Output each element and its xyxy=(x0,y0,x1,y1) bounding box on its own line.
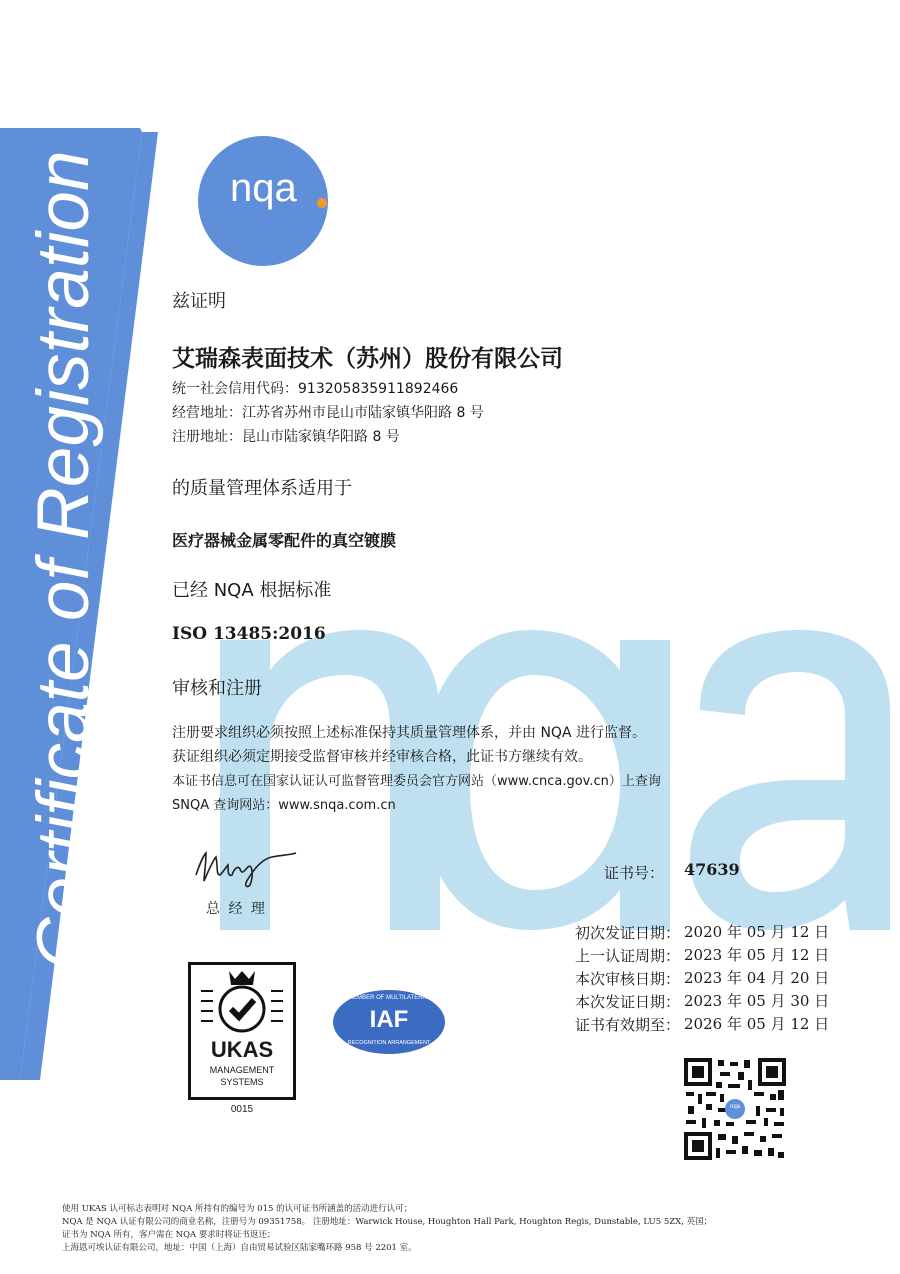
note-1: 注册要求组织必须按照上述标准保持其质量管理体系，并由 NQA 进行监督。 xyxy=(172,725,646,741)
ukas-name: UKAS xyxy=(210,1037,274,1062)
registered-address: 注册地址：昆山市陆家镇华阳路 8 号 xyxy=(172,429,400,445)
ukas-mark xyxy=(188,962,296,1100)
business-address: 经营地址：江苏省苏州市昆山市陆家镇华阳路 8 号 xyxy=(172,405,484,421)
note-2: 获证组织必须定期接受监督审核并经审核合格，此证书方继续有效。 xyxy=(172,749,592,765)
company-name: 艾瑞森表面技术（苏州）股份有限公司 xyxy=(172,346,563,372)
nqa-logo-text: nqa xyxy=(230,166,297,210)
date-value-audit: 2023 年 04 月 20 日 xyxy=(684,969,830,987)
date-label-initial: 初次发证日期： xyxy=(574,924,680,942)
date-value-prev-cycle: 2023 年 05 月 12 日 xyxy=(684,946,830,964)
ukas-crown-check-icon xyxy=(191,967,293,1037)
date-label-expiry: 证书有效期至： xyxy=(574,1016,680,1034)
date-label-prev-cycle: 上一认证周期： xyxy=(574,947,680,965)
certificate-label: 证书号： xyxy=(604,864,665,882)
standard-intro: 已经 NQA 根据标准 xyxy=(172,580,332,601)
scope: 医疗器械金属零配件的真空镀膜 xyxy=(172,531,397,550)
certificate-number: 47639 xyxy=(684,860,740,879)
date-label-issue: 本次发证日期： xyxy=(574,993,680,1011)
note-3: 本证书信息可在国家认证认可监督管理委员会官方网站（www.cnca.gov.cn）上查询 xyxy=(172,774,661,789)
footer-line-1: 使用 UKAS 认可标志表明对 NQA 所持有的编号为 015 的认可证书所涵盖的活动进行认可； xyxy=(62,1204,413,1214)
qr-badge: nqa xyxy=(729,1104,740,1110)
date-value-initial: 2020 年 05 月 12 日 xyxy=(684,923,830,941)
audit-text: 审核和注册 xyxy=(172,678,262,699)
date-value-expiry: 2026 年 05 月 12 日 xyxy=(684,1015,830,1033)
signature-image xyxy=(192,845,302,895)
iaf-ring-top: MEMBER OF MULTILATERAL xyxy=(348,995,430,1001)
date-label-audit: 本次审核日期： xyxy=(574,970,680,988)
nqa-logo-dot xyxy=(317,198,327,208)
ukas-line2: SYSTEMS xyxy=(220,1077,264,1087)
date-value-issue: 2023 年 05 月 30 日 xyxy=(684,992,830,1010)
footer-line-2: NQA 是 NQA 认证有限公司的商业名称，注册号为 09351758。 注册地址：Warwick House, Houghton Hall Park, Houghton Regis, Dunstable, LU5 5ZX, 英国； xyxy=(62,1217,713,1227)
intro-text: 兹证明 xyxy=(172,291,226,312)
scope-intro: 的质量管理体系适用于 xyxy=(172,478,352,499)
ukas-line1: MANAGEMENT xyxy=(209,1065,275,1075)
note-4: SNQA 查询网站：www.snqa.com.cn xyxy=(172,798,396,813)
footer-line-3: 证书为 NQA 所有，客户需在 NQA 要求时将证书返还； xyxy=(62,1230,276,1240)
footer-line-4: 上海恩可埃认证有限公司，地址：中国（上海）自由贸易试验区陆家嘴环路 958 号 2201 室。 xyxy=(62,1243,417,1253)
side-title: Certificate of Registration xyxy=(23,150,104,970)
credit-code: 统一社会信用代码：913205835911892466 xyxy=(172,381,459,397)
signatory-title: 总 经 理 xyxy=(206,901,267,917)
iaf-name: IAF xyxy=(369,1006,409,1033)
ukas-number: 0015 xyxy=(230,1104,254,1115)
iaf-ring-bottom: RECOGNITION ARRANGEMENT xyxy=(347,1040,431,1046)
standard: ISO 13485:2016 xyxy=(172,624,326,644)
